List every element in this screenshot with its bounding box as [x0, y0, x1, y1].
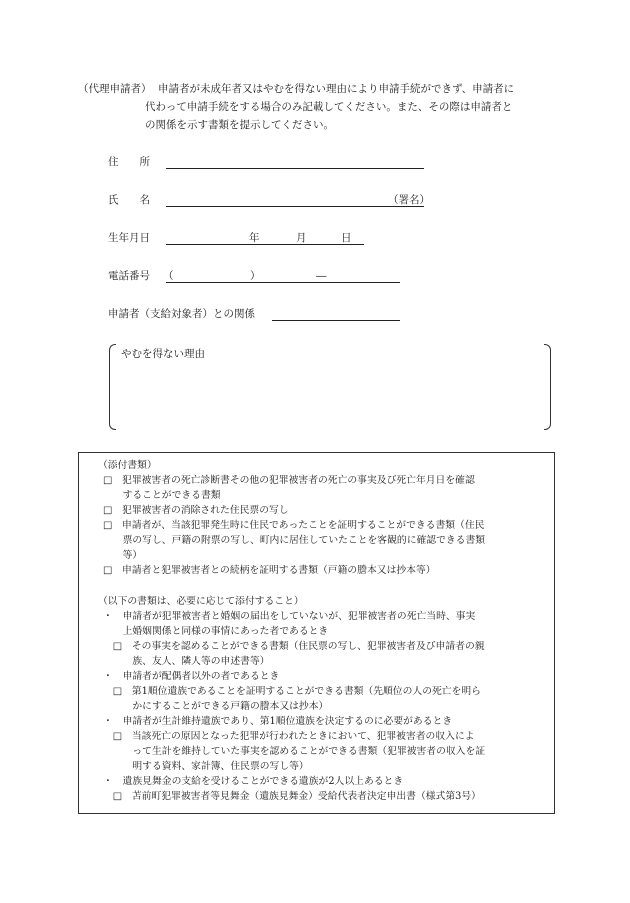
birthdate-day: 日	[341, 232, 352, 244]
optional-heading: （以下の書類は、必要に応じて添付すること）	[98, 596, 304, 607]
address-field[interactable]	[166, 168, 424, 169]
attachment-line: することができる書類	[103, 490, 221, 501]
reason-bracket-right	[544, 344, 551, 430]
name-field[interactable]	[166, 206, 424, 207]
attachment-line: 票の写し、戸籍の附票の写し、町内に居住していたことを客観的に確認できる書類	[103, 535, 486, 546]
optional-line: って生計を維持していた事実を認めることができる書類（犯罪被害者の収入を証	[103, 746, 486, 757]
optional-line: ・ 申請者が犯罪被害者と婚姻の届出をしていないが、犯罪被害者の死亡当時、事実	[103, 611, 476, 622]
optional-line: □ その事実を認めることができる書類（住民票の写し、犯罪被害者及び申請者の親	[103, 641, 485, 652]
optional-line: 明する資料、家計簿、住民票の写し等）	[103, 761, 309, 772]
birthdate-year: 年	[249, 232, 260, 244]
reason-bracket-left	[109, 344, 116, 430]
name-label: 氏 名	[108, 194, 150, 206]
optional-line: ・ 遺族見舞金の支給を受けることができる遺族が2人以上あるとき	[103, 776, 404, 787]
intro-line-3: の関係を示す書類を提示してください。	[145, 119, 334, 131]
intro-line-1: 申請者が未成年者又はやむを得ない理由により申請手続ができず、申請者に	[158, 83, 515, 95]
intro-line-2: 代わって申請手続をする場合のみ記載してください。また、その際は申請者と	[145, 101, 513, 113]
relation-label: 申請者（支給対象者）との関係	[108, 308, 255, 320]
attachment-line: □ 申請者が、当該犯罪発生時に住民であったことを証明することができる書類（住民	[103, 520, 485, 531]
optional-line: 族、友人、隣人等の申述書等）	[103, 656, 270, 667]
address-label: 住 所	[108, 156, 150, 168]
optional-line: 上婚姻関係と同様の事情にあった者であるとき	[103, 626, 329, 637]
optional-line: ・ 申請者が生計維持遺族であり、第1順位遺族を決定するのに必要があるとき	[103, 716, 453, 727]
birthdate-month: 月	[296, 232, 307, 244]
attachment-line: □ 申請者と犯罪被害者との続柄を証明する書類（戸籍の謄本又は抄本等）	[103, 565, 436, 576]
optional-line: □ 苫前町犯罪被害者等見舞金（遺族見舞金）受給代表者決定申出書（様式第3号）	[103, 791, 481, 802]
phone-dash: ―	[316, 270, 327, 282]
phone-paren-open: （	[163, 270, 174, 282]
birthdate-label: 生年月日	[108, 232, 150, 244]
signature-note: （署名）	[388, 194, 430, 206]
optional-line: かにすることができる戸籍の謄本又は抄本）	[103, 701, 329, 712]
attachment-line: □ 犯罪被害者の死亡診断書その他の犯罪被害者の死亡の事実及び死亡年月日を確認	[103, 475, 475, 486]
reason-label: やむを得ない理由	[121, 348, 205, 360]
reason-input-area[interactable]	[120, 364, 542, 424]
relation-field[interactable]	[272, 320, 400, 321]
optional-line: □ 第1順位遺族であることを証明することができる書類（先順位の人の死亡を明ら	[103, 686, 481, 697]
attachment-line: □ 犯罪被害者の消除された住民票の写し	[103, 505, 289, 516]
phone-paren-close: ）	[250, 270, 261, 282]
optional-line: □ 当該死亡の原因となった犯罪が行われたときにおいて、犯罪被害者の収入によ	[103, 731, 475, 742]
proxy-applicant-label: （代理申請者）	[78, 83, 152, 95]
attachment-line: 等）	[103, 550, 143, 561]
attachments-heading: （添付書類）	[98, 460, 157, 471]
optional-line: ・ 申請者が配偶者以外の者であるとき	[103, 671, 280, 682]
birthdate-field[interactable]	[166, 244, 364, 245]
phone-label: 電話番号	[108, 270, 150, 282]
phone-field[interactable]	[166, 282, 400, 283]
